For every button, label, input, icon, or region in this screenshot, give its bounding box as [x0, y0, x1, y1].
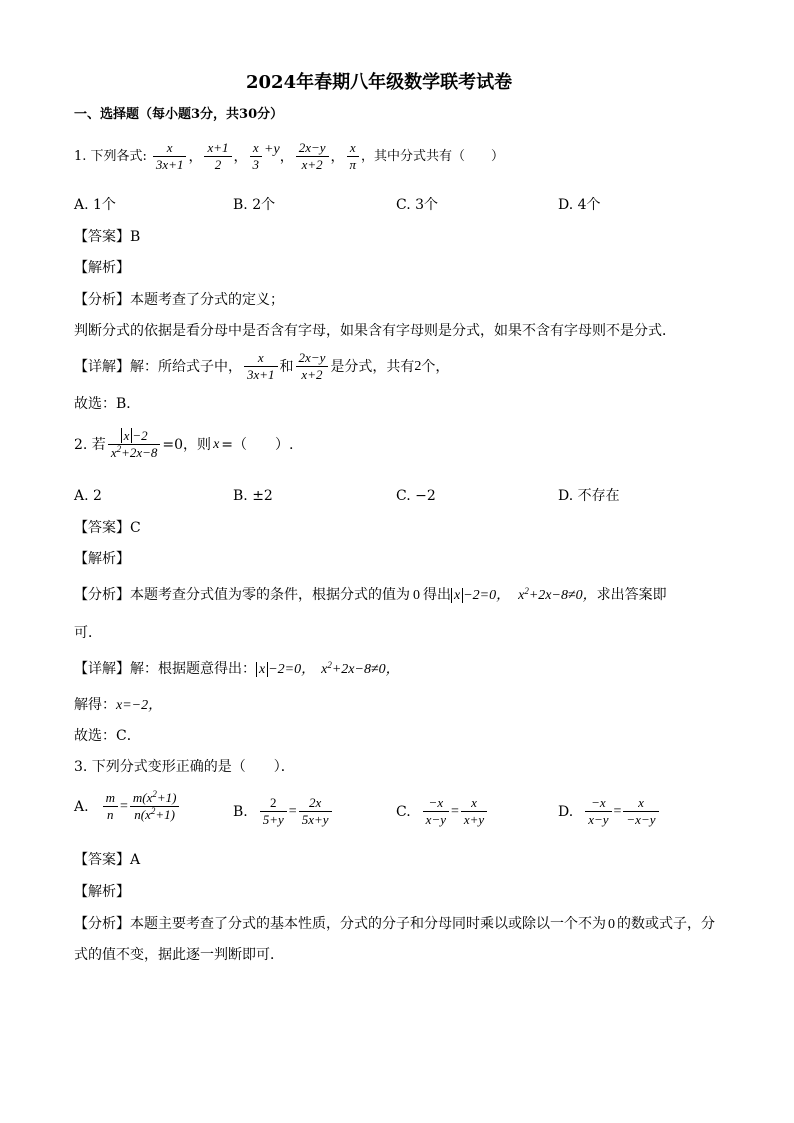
q3-stem: 3. 下列分式变形正确的是（ ）． [74, 759, 295, 775]
q2-stem: 2. 若 $\frac{x -2}{x^2+2x-8}$ =0，则 x =（ ）. [74, 428, 294, 460]
q1-xiangjie: 【详解】 解：所给式子中， $\frac{x}{3x+1}$ 和 $\frac{2x-y}{x+2}$ 是分式，共有 2 个， [74, 350, 450, 382]
q2-option-d: D. 不存在 [558, 488, 620, 504]
q2-xiangjie: 【详解】解：根据题意得出： x −2=0， $x^2+2x-8\ne 0$， [74, 660, 400, 677]
q3-fenxi: 【分析】本题主要考查了分式的基本性质，分式的分子和分母同时乘以或除以一个不为 0 的数或式子，分 [74, 916, 715, 932]
q1-analysis-label: 【解析】 [74, 260, 130, 276]
q1-stem-tail: ，其中分式共有（ ） [361, 149, 505, 164]
q1-option-a: A. 1个 [74, 197, 116, 213]
q1-choose: 故选：B． [74, 396, 141, 412]
q2-option-a: A. 2 [74, 488, 102, 504]
q1-option-c: C. 3个 [396, 197, 439, 213]
q2-answer: 【答案】C [74, 520, 141, 536]
q3-option-c: C. $\frac{-x}{x-y}$ = $\frac{x}{x+y}$ [396, 795, 489, 828]
q1-option-b: B. 2个 [233, 197, 276, 213]
q1-answer: 【答案】B [74, 229, 141, 245]
section-heading: 一、选择题（每小题3分，共30分） [74, 107, 284, 122]
q1-fenxi: 【分析】本题考查了分式的定义； [74, 292, 284, 308]
q1-option-d: D. 4个 [558, 197, 601, 213]
q3-answer: 【答案】A [74, 852, 141, 868]
q1-stem: 1. 下列各式: $\frac{x}{3x+1}$ ， $\frac{x+1}{2}$ ， $\frac{x}{3}$ +y ， $\frac{2x-y}{x+2}$ ， $\frac{x}{\pi}$ ，其中分式共有（ ） [74, 140, 505, 172]
q1-fraction-1: $\frac{x}{3x+1}$ [153, 140, 187, 173]
q2-solve: 解得：x=−2， [74, 697, 163, 713]
q3-option-d: D. $\frac{-x}{x-y}$ = $\frac{x}{-x-y}$ [558, 795, 661, 828]
q1-fraction-2: $\frac{x+1}{2}$ [204, 140, 231, 173]
q3-option-b: B. $\frac{2}{5+y}$ = $\frac{2x}{5x+y}$ [233, 795, 334, 828]
q3-fenxi-line2: 式的值不变，据此逐一判断即可． [74, 947, 284, 963]
q2-analysis-label: 【解析】 [74, 551, 130, 567]
q2-choose: 故选：C． [74, 728, 141, 744]
q1-xj-fraction-2: $\frac{2x-y}{x+2}$ [296, 350, 329, 383]
q1-fraction-5: $\frac{x}{\pi}$ [347, 140, 360, 173]
q1-number: 1. 下列各式: [74, 149, 147, 164]
page-title: 2024年春期八年级数学联考试卷 [246, 72, 513, 93]
q1-fraction-3-tail: +y [264, 141, 280, 157]
q2-option-b: B. ±2 [233, 488, 273, 504]
q3-analysis-label: 【解析】 [74, 884, 130, 900]
q2-fenxi-line2: 可． [74, 625, 102, 641]
q1-fraction-3: $\frac{x}{3}$ [250, 140, 263, 173]
q1-fenxi-line2: 判断分式的依据是看分母中是否含有字母，如果含有字母则是分式，如果不含有字母则不是分式． [74, 323, 676, 339]
q1-xj-fraction-1: $\frac{x}{3x+1}$ [244, 350, 278, 383]
q2-fenxi: 【分析】本题考查分式值为零的条件，根据分式的值为 0 得出 x −2=0， $x^2+2x-8\ne 0$，求出答案即 [74, 586, 667, 603]
q2-fraction: $\frac{x -2}{x^2+2x-8}$ [108, 428, 161, 461]
q1-fraction-4: $\frac{2x-y}{x+2}$ [296, 140, 329, 173]
q3-option-a: A. $\frac{m}{n}$ = $\frac{m(x^2+1)}{n(x^2+1)}$ [74, 790, 181, 823]
q2-option-c: C. −2 [396, 488, 436, 504]
